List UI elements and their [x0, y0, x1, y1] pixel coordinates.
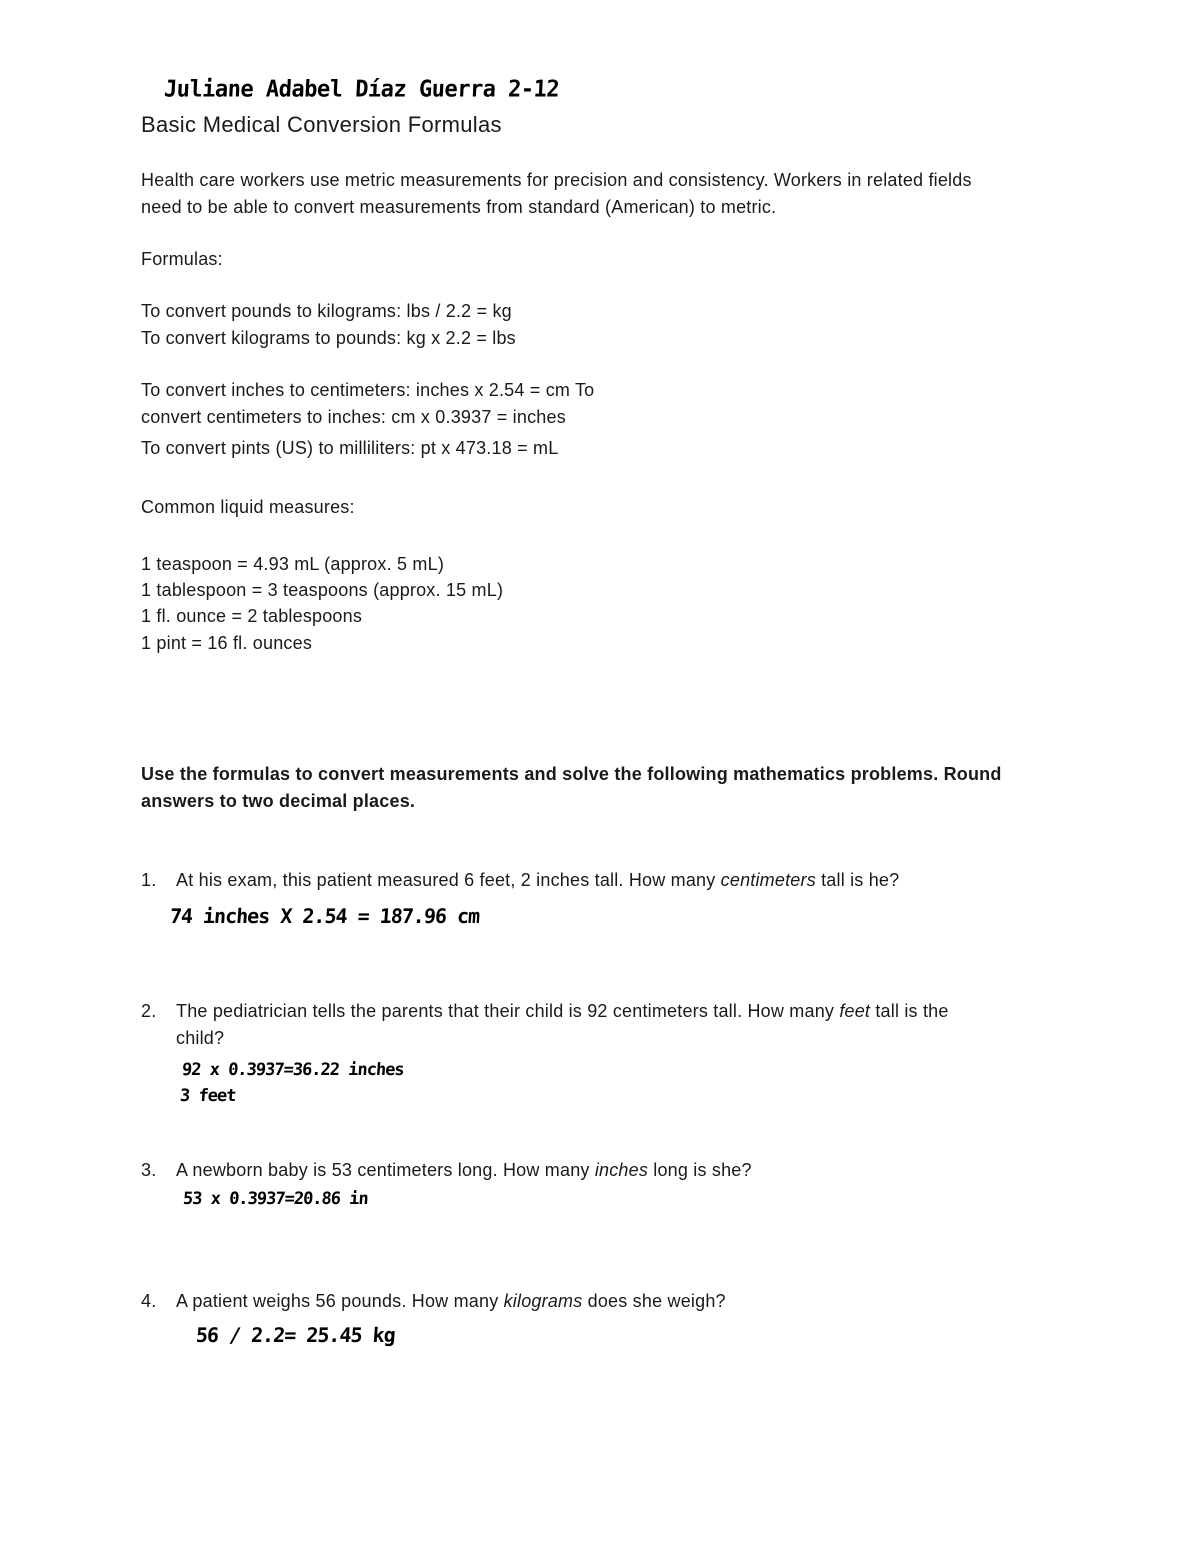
intro-line-1: Health care workers use metric measurements for precision and consistency. Workers in related fields — [141, 170, 972, 190]
question-emphasis: feet — [839, 1001, 871, 1021]
liquid-measure-line: 1 fl. ounce = 2 tablespoons — [141, 606, 363, 626]
handwritten-answer: 53 x 0.3937=20.86 in — [182, 1189, 369, 1209]
handwritten-answer: 74 inches X 2.54 = 187.96 cm — [169, 904, 480, 928]
question-number: 1. — [141, 870, 157, 890]
handwritten-answer: 3 feet — [179, 1086, 237, 1106]
question-text-part: The pediatrician tells the parents that their child is 92 centimeters tall. How many — [176, 1001, 840, 1021]
question-text — [176, 1157, 752, 1183]
formulas-heading: Formulas: — [141, 249, 223, 269]
student-name: Juliane Adabel Díaz Guerra 2-12 — [163, 76, 560, 103]
intro-line-2: need to be able to convert measurements from standard (American) to metric. — [141, 197, 777, 217]
question-text — [176, 1288, 726, 1314]
question-text-continued: child? — [176, 1028, 225, 1048]
instructions-line-1: Use the formulas to convert measurements and solve the following mathematics problems. Round — [141, 764, 1002, 784]
handwritten-answer: 92 x 0.3937=36.22 inches — [181, 1060, 405, 1080]
formula-line: To convert pounds to kilograms: lbs / 2.2 = kg — [141, 301, 512, 321]
question-text-part: tall is the — [870, 1001, 949, 1021]
liquid-measure-line: 1 pint = 16 fl. ounces — [141, 633, 313, 653]
liquid-measure-line: 1 tablespoon = 3 teaspoons (approx. 15 mL) — [141, 580, 504, 600]
question-text-part: A newborn baby is 53 centimeters long. How many — [176, 1160, 595, 1180]
question-text — [176, 998, 949, 1024]
formula-line: To convert kilograms to pounds: kg x 2.2 = lbs — [141, 328, 516, 348]
question-text-part: long is she? — [648, 1160, 752, 1180]
question-emphasis: kilograms — [503, 1291, 583, 1311]
handwritten-answer: 56 / 2.2= 25.45 kg — [195, 1323, 396, 1347]
liquid-measure-line: 1 teaspoon = 4.93 mL (approx. 5 mL) — [141, 554, 445, 574]
question-number: 2. — [141, 1001, 157, 1021]
question-number: 4. — [141, 1291, 157, 1311]
question-text-part: A patient weighs 56 pounds. How many — [176, 1291, 504, 1311]
question-text-part: does she weigh? — [582, 1291, 726, 1311]
question-text — [176, 867, 899, 893]
instructions-line-2: answers to two decimal places. — [141, 791, 416, 811]
formula-line: To convert inches to centimeters: inches x 2.54 = cm To — [141, 380, 595, 400]
question-number: 3. — [141, 1160, 157, 1180]
page-title: Basic Medical Conversion Formulas — [141, 112, 502, 137]
question-emphasis: inches — [594, 1160, 649, 1180]
formula-line: To convert pints (US) to milliliters: pt x 473.18 = mL — [141, 438, 559, 458]
formula-line: convert centimeters to inches: cm x 0.3937 = inches — [141, 407, 566, 427]
liquid-measures-heading: Common liquid measures: — [141, 497, 355, 517]
question-text-part: At his exam, this patient measured 6 feet, 2 inches tall. How many — [176, 870, 721, 890]
question-emphasis: centimeters — [720, 870, 816, 890]
question-text-part: tall is he? — [815, 870, 900, 890]
